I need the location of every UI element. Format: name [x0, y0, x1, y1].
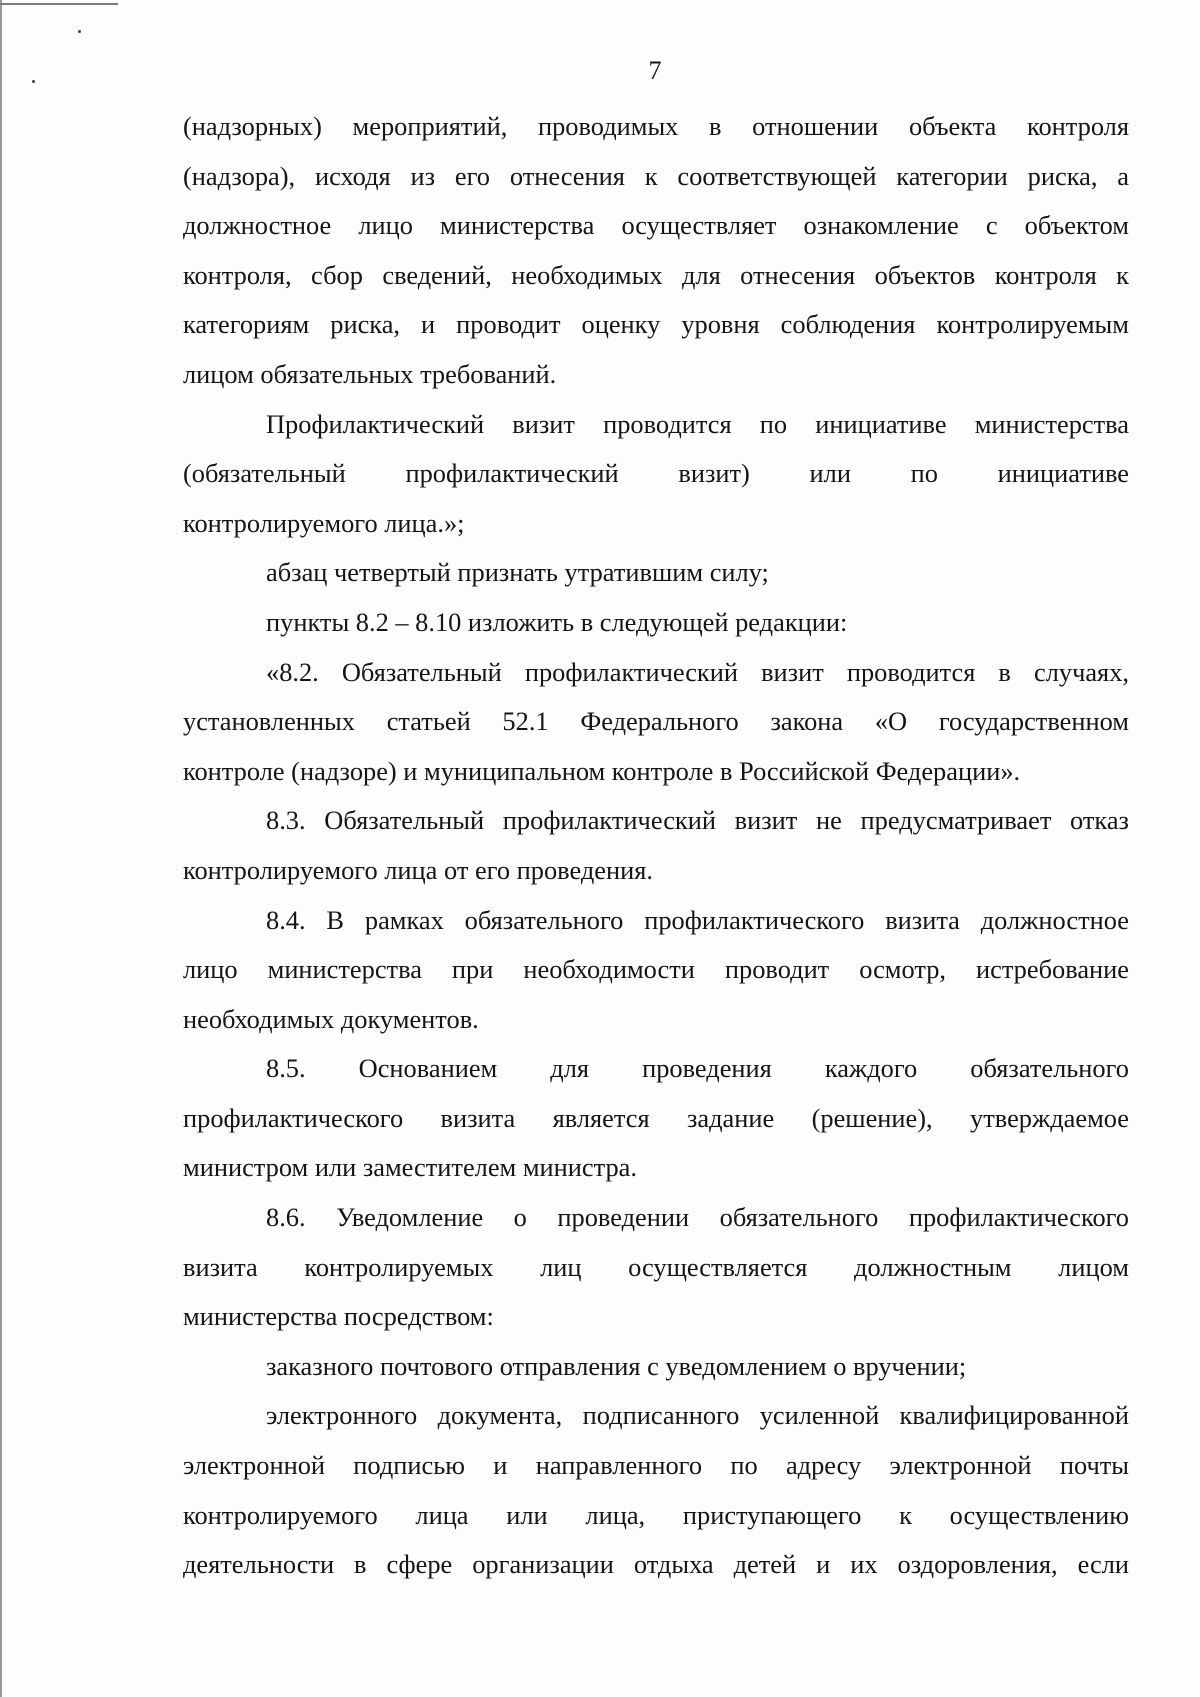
paragraph-punkty: [183, 598, 1129, 648]
paragraph-8-6: [183, 1193, 1129, 1342]
scan-speck: [78, 30, 81, 33]
text-line: контролируемого лица или лица, приступающего к осуществлению: [183, 1499, 1129, 1530]
paragraph-8-3: [183, 796, 1129, 895]
text-line: заказного почтового отправления с уведомлением о вручении;: [266, 1350, 967, 1381]
text-line: абзац четвертый признать утратившим силу;: [266, 557, 769, 588]
text-line: электронного документа, подписанного усиленной квалифицированной: [266, 1400, 1129, 1431]
scan-edge-line: [0, 0, 2, 1697]
text-line: контроле (надзоре) и муниципальном контроле в Российской Федерации».: [183, 755, 1021, 786]
text-line: лицо министерства при необходимости проводит осмотр, истребование: [183, 954, 1129, 985]
text-line: должностное лицо министерства осуществляет ознакомление с объектом: [183, 210, 1129, 241]
paragraph-elektron: [183, 1391, 1129, 1589]
text-line: (надзорных) мероприятий, проводимых в отношении объекта контроля: [183, 111, 1129, 141]
text-line: контроля, сбор сведений, необходимых для отнесения объектов контроля к: [183, 259, 1129, 290]
text-line: (обязательный профилактический визит) или по инициативе: [183, 458, 1129, 489]
text-line: визита контролируемых лиц осуществляется должностным лицом: [183, 1251, 1129, 1282]
text-line: 8.6. Уведомление о проведении обязательного профилактического: [266, 1202, 1129, 1233]
text-line: «8.2. Обязательный профилактический визит проводится в случаях,: [266, 656, 1129, 687]
text-line: категориям риска, и проводит оценку уровня соблюдения контролируемым: [183, 309, 1129, 340]
text-line: контролируемого лица от его проведения.: [183, 854, 653, 885]
paragraph-abzac: [183, 548, 1129, 598]
scan-top-line: [0, 3, 118, 5]
text-line: необходимых документов.: [183, 1003, 479, 1034]
text-line: 8.3. Обязательный профилактический визит не предусматривает отказ: [266, 805, 1129, 836]
text-line: профилактического визита является задание (решение), утверждаемое: [183, 1102, 1129, 1133]
text-line: установленных статьей 52.1 Федерального закона «О государственном: [183, 706, 1129, 737]
text-line: 8.5. Основанием для проведения каждого обязательного: [266, 1053, 1129, 1084]
paragraph-cont: [183, 102, 1129, 400]
text-line: 8.4. В рамках обязательного профилактического визита должностное: [266, 904, 1129, 935]
text-line: министерства посредством:: [183, 1301, 494, 1332]
paragraph-8-2: [183, 648, 1129, 797]
text-line: Профилактический визит проводится по инициативе министерства: [266, 408, 1129, 439]
text-line: пункты 8.2 – 8.10 изложить в следующей редакции:: [266, 606, 848, 637]
paragraph-zakaz: [183, 1342, 1129, 1392]
text-line: электронной подписью и направленного по адресу электронной почты: [183, 1450, 1129, 1481]
paragraph-visit: [183, 400, 1129, 549]
document-body: [183, 102, 1129, 1590]
text-line: (надзора), исходя из его отнесения к соответствующей категории риска, а: [183, 160, 1129, 191]
text-line: лицом обязательных требований.: [183, 358, 557, 389]
text-line: контролируемого лица.»;: [183, 507, 465, 538]
page-number: 7: [648, 56, 662, 85]
paragraph-8-5: [183, 1044, 1129, 1193]
text-line: деятельности в сфере организации отдыха детей и их оздоровления, если: [183, 1549, 1129, 1580]
text-line: министром или заместителем министра.: [183, 1152, 637, 1183]
paragraph-8-4: [183, 896, 1129, 1045]
